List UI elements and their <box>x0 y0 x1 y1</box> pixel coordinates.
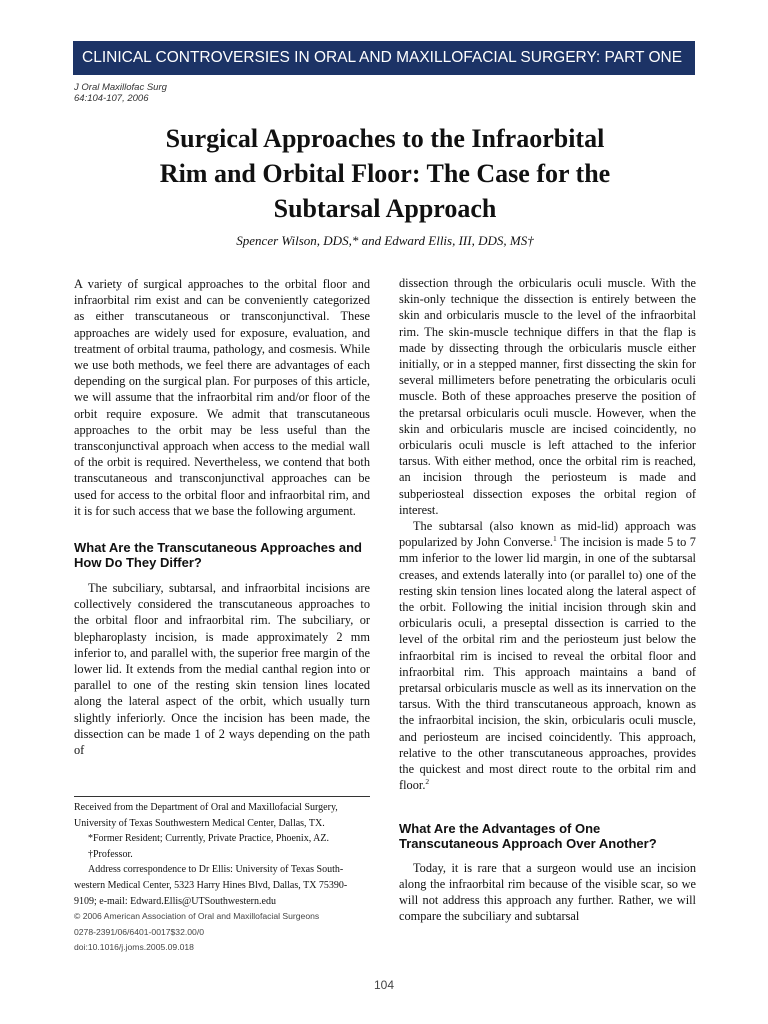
intro-paragraph: A variety of surgical approaches to the orbital floor and infraorbital rim exist and can be conveniently categorized as either transcutaneous or transconjunctival. These approaches are widely used for exposure, evaluation, and treatment of orbital trauma, pathology, and cosmesis. While we use both methods, we feel there are advantages of each depending on the surgical plan. For purposes of this article, we will assume that the infraorbital rim and/or floor of the orbit require exposure. We admit that transcutaneous approaches to the orbit may be less useful than the transconjunctival approach when access to the medial wall of the orbit is required. Nevertheless, we contend that both transcutaneous and transconjunctival approaches can be used for access to the orbital floor and infraorbital rim, and it is for such access that we base the following argument. <box>74 277 370 518</box>
footnote-copyright: © 2006 American Association of Oral and Maxillofacial Surgeons <box>74 911 320 922</box>
footnotes <box>74 796 370 956</box>
footnote-doi[interactable]: doi:10.1016/j.joms.2005.09.018 <box>74 942 194 953</box>
body-paragraph-continued: dissection through the orbicularis oculi muscle. With the skin-only technique the dissection is entirely between the skin and orbicularis muscle to the level of the infraorbital rim. The skin-muscle technique differs in that the flap is made by dissecting through the orbicularis muscle either initially, or in a stepped manner, first dissecting the skin for several millimeters before penetrating the orbicularis oculi muscle. Both of these approaches preserve the position of the pretarsal orbicularis oculi muscle. However, when the skin and orbicularis muscle are incised coincidently, no orbicularis oculi muscle is left attached to the inferior tarsus. With either method, once the orbital rim is reached, an incision through the periosteum is made and subperiosteal dissection exposes the orbital region of interest. <box>399 276 696 517</box>
footnote-received: Received from the Department of Oral and Maxillofacial Surgery, <box>74 802 338 813</box>
paragraph-text: The incision is made 5 to 7 mm inferior to the lower lid margin, in one of the subtarsal creases, and extends laterally into (or parallel to) one of the resting skin tension lines located along the lateral aspect of the orbit. Following the initial incision through skin and orbicularis oculi, a preseptal dissection is carried to the level of the orbital rim and the periosteum just below the infraorbital rim is incised to reveal the orbital floor and infraorbital rim. This approach maintains a band of pretarsal orbicularis muscle as well as its innervation on the tarsus. With the third transcutaneous approach, known as the infraorbital incision, the skin, orbicularis oculi muscle, and periosteum are incised coincidently. This approach, relative to the other transcutaneous approaches, provides the quickest and most direct route to the orbital rim and floor. <box>399 535 696 793</box>
paragraph-text: The subtarsal (also known as mid-lid) approach was popularized by John Converse. <box>399 519 696 550</box>
footnote-address-email[interactable]: 9109; e-mail: Edward.Ellis@UTSouthwestern.edu <box>74 895 276 907</box>
citation-volume: 64:104-107, 2006 <box>74 93 149 104</box>
title-line: Rim and Orbital Floor: The Case for the <box>159 159 611 188</box>
reference-marker[interactable]: 2 <box>425 777 430 787</box>
citation-journal: J Oral Maxillofac Surg <box>74 82 167 93</box>
journal-citation <box>74 82 167 104</box>
title-line: Subtarsal Approach <box>273 194 497 223</box>
series-banner: CLINICAL CONTROVERSIES IN ORAL AND MAXILLOFACIAL SURGERY: PART ONE <box>73 41 695 75</box>
section-heading-transcutaneous: What Are the Transcutaneous Approaches and How Do They Differ? <box>74 540 362 571</box>
section-heading-advantages: What Are the Advantages of One Transcutaneous Approach Over Another? <box>399 820 657 851</box>
title-line: Surgical Approaches to the Infraorbital <box>165 124 605 153</box>
page-number: 104 <box>373 978 395 992</box>
footnote-address: Address correspondence to Dr Ellis: University of Texas South- <box>88 864 344 876</box>
footnote-issn: 0278-2391/06/6401-0017$32.00/0 <box>74 926 204 937</box>
footnote-professor: †Professor. <box>88 848 133 860</box>
body-paragraph: The subciliary, subtarsal, and infraorbital incisions are collectively considered the transcutaneous approaches to the orbital floor and infraorbital rim. The subciliary, or blepharoplasty incision, is made approximately 2 mm inferior to, and parallel with, the superior free margin of the lower lid. It extends from the medial canthal region into or parallel to one of the resting skin tension lines located along the lateral aspect of the orbit, which usually turn slightly inferiorly. Once the incision has been made, the dissection can be made 1 of 2 ways depending on the path of <box>74 581 370 758</box>
body-paragraph-subtarsal <box>399 518 696 793</box>
reference-marker[interactable]: 1 <box>553 534 557 544</box>
footnote-address: western Medical Center, 5323 Harry Hines Blvd, Dallas, TX 75390- <box>74 879 348 891</box>
article-authors: Spencer Wilson, DDS,* and Edward Ellis, III, DDS, MS† <box>236 233 534 248</box>
left-column <box>74 276 370 758</box>
footnote-received: University of Texas Southwestern Medical Center, Dallas, TX. <box>74 817 325 829</box>
article-title <box>74 121 696 226</box>
right-column <box>399 275 696 924</box>
footnote-former-resident: *Former Resident; Currently, Private Practice, Phoenix, AZ. <box>88 833 329 845</box>
body-paragraph: Today, it is rare that a surgeon would use an incision along the infraorbital rim because of the visible scar, so we will not address this approach any further. Rather, we will compare the subciliary and subtarsal <box>399 860 696 924</box>
